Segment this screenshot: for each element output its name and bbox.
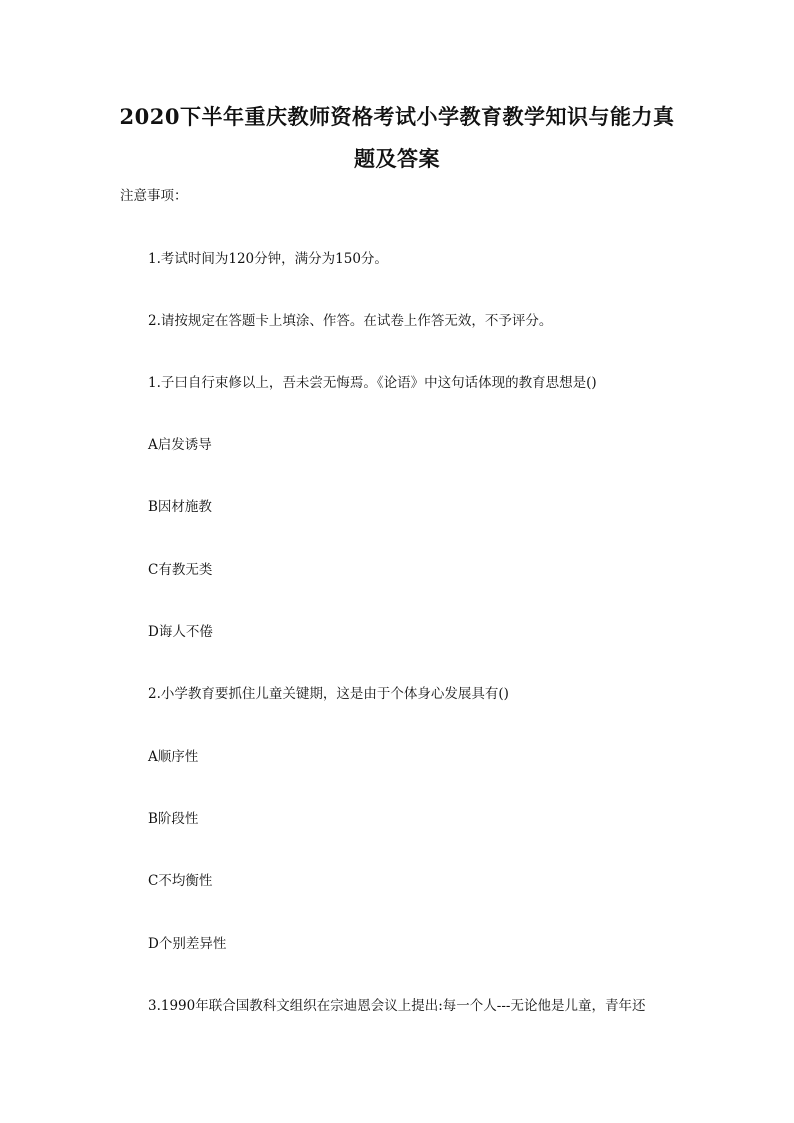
question-2: 2.小学教育要抓住儿童关键期，这是由于个体身心发展具有() xyxy=(148,686,509,702)
question-1: 1.子曰自行束修以上，吾未尝无悔焉。《论语》中这句话体现的教育思想是() xyxy=(148,375,597,391)
question-1-option-b: B因材施教 xyxy=(148,499,212,515)
document-title-line-2: 题及答案 xyxy=(354,146,440,171)
question-2-option-c: C不均衡性 xyxy=(148,873,213,889)
notice-heading: 注意事项： xyxy=(120,188,188,204)
question-3: 3.1990年联合国教科文组织在宗迪恩会议上提出:每一个人---无论他是儿童，青年还 xyxy=(148,998,646,1014)
notice-item-2: 2.请按规定在答题卡上填涂、作答。在试卷上作答无效，不予评分。 xyxy=(148,313,553,329)
notice-item-1: 1.考试时间为120分钟，满分为150分。 xyxy=(148,251,388,267)
question-1-option-a: A启发诱导 xyxy=(148,437,212,453)
question-1-option-d: D诲人不倦 xyxy=(148,624,213,640)
document-title-line-1: 2020下半年重庆教师资格考试小学教育教学知识与能力真 xyxy=(119,104,675,129)
question-2-option-a: A顺序性 xyxy=(148,749,199,765)
question-2-option-b: B阶段性 xyxy=(148,811,199,827)
question-2-option-d: D个别差异性 xyxy=(148,936,227,952)
question-1-option-c: C有教无类 xyxy=(148,562,213,578)
